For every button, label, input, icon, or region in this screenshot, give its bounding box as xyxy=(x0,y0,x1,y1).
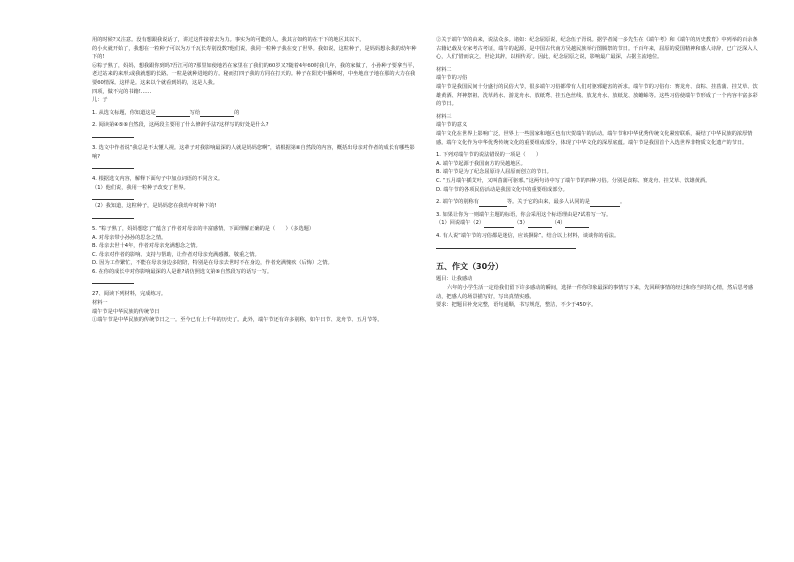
question-4: 4. 根据选文内容，解释下面句子中加点词语的不同含义。 xyxy=(92,176,224,183)
material-1-text: ①端午节是中华民族的传统节日之一。至今已有上千年的历史了。此外，端午节还有许多别称，如午日节、龙舟节、五月节等。 xyxy=(92,317,383,324)
question-5-option-b[interactable]: B. 母亲去世十4年，作者对母亲充满想念之情。 xyxy=(92,243,201,250)
question-r1-option-c[interactable]: C. “五月端午插艾叶，又叫菖蒲可驱邪。”这两句诗中写了端午节的四种习俗。分别是食粽、赛龙舟、挂艾草、饮雄黄酒。 xyxy=(436,177,711,184)
answer-blank[interactable] xyxy=(528,221,552,228)
question-r2-middle: 等。关于它的由来，最多人认同的是 xyxy=(506,199,590,206)
passage-paragraph-2: 的小火就开始了，我想在一粒种子可以为万千瓦长寿别没数?他们说，我同一粒种子我在变了世界。我如说，这粒种子，是妈妈想永我的幼年种下的! xyxy=(92,45,417,61)
answer-blank[interactable] xyxy=(200,110,234,117)
essay-requirements: 要求：把题目补充完整，语句通顺，书写规范，整洁，不少于450字。 xyxy=(436,302,597,309)
answer-line[interactable] xyxy=(92,211,134,219)
question-r1-option-d[interactable]: D. 端午节的各项民俗活动是我国文化中的重要组成部分。 xyxy=(436,186,568,193)
question-5-option-a[interactable]: A. 对母亲带小孙孙的思念之情。 xyxy=(92,234,167,241)
material-1-text-cont: ②关于端午节的由来，说法众多。诸如：纪念屈原说，纪念伍子胥说。据学者闻一多先生在《端午考》和《端午的历史教育》中列举的百余条古籍记载及专家考古考证，端午的起源，是中国古代南方吴越民族举行图腾祭的节日。千百年来，屈原的爱国精神和感人诗辞，已广泛深入人心，人们‘惜而哀之，世论其辞，以相传焉’。因此，纪念屈原之说，影响最广最深，占据主流地位。 xyxy=(436,37,758,61)
question-r1: 1. 下列对端午节的说法错误的一项是（ ） xyxy=(436,152,542,159)
passage-paragraph-4: 四项，做不完的书籍!…… xyxy=(92,88,152,95)
question-r2 xyxy=(436,198,762,207)
answer-line[interactable] xyxy=(92,276,134,284)
answer-blank[interactable] xyxy=(565,221,589,228)
question-r2-prefix: 2. 端午节的别称有 xyxy=(436,199,479,206)
question-5-option-c[interactable]: C. 母亲对作者的影响、支持与帮助，让作者对母亲充满感激、敬重之情。 xyxy=(92,251,260,258)
answer-blank[interactable] xyxy=(156,110,190,117)
material-3-title: 材料三 xyxy=(436,113,452,120)
answer-line[interactable] xyxy=(436,240,576,249)
question-r1-option-b[interactable]: B. 端午节是为了纪念屈原诗人屈原而创立的节日。 xyxy=(436,169,552,176)
question-1 xyxy=(92,109,418,118)
section-5-heading: 五、作文（30分） xyxy=(436,262,504,272)
question-r3: 3. 如果让你为一则端午主题的标语，你会采用这个标语理由是?试着写一写。 xyxy=(436,211,612,218)
question-r2-end: 。 xyxy=(619,199,626,206)
question-r3-slots xyxy=(436,219,762,228)
question-2: 2. 阅读第④⑤⑥自然段，这两段主要用了什么修辞手法?这样写的好处是什么? xyxy=(92,122,269,129)
question-5: 5. “粽子熟了，妈妈想您了”蕴含了作者对母亲的丰富感情，下面理解正确的是（ ）（多选题） xyxy=(92,225,315,232)
question-1-middle: 写给 xyxy=(189,109,201,116)
question-27: 27、阅读下列材料，完成练习。 xyxy=(92,291,167,298)
answer-blank[interactable] xyxy=(479,200,507,207)
question-r4: 4. 有人说“端午节的习俗都是迷信，应该摒除”。结合以上材料，谈谈你的看法。 xyxy=(436,232,620,239)
question-3: 3. 选文中作者说“我总是不太懂人视。这辈子对我影响最深的人就是妈妈您啊”，请根据第⑥自然段的内容，概括出母亲对作者的成长有哪些影响? xyxy=(92,144,415,160)
question-6: 6. 在你的成长中对你影响最深的人是谁?请仿照选文第⑥自然段写的话写一写。 xyxy=(92,268,273,275)
essay-prompt: 六年的小学生活一定给我们留下许多感动的瞬间，选择一件你印象最深的事情写下来，先回顾事情的经过和你当时的心情，然后思考感动，把感人的场景描写好，写出真情实感。 xyxy=(436,285,754,300)
essay-topic: 题目：让我感动 xyxy=(436,276,473,283)
question-4-item-1: （1）他们说，我用一粒种子改变了世界。 xyxy=(92,184,189,191)
answer-line[interactable] xyxy=(92,192,134,200)
answer-blank[interactable] xyxy=(484,221,514,228)
material-3-text: 端午文化在世界上影响广泛，世界上一些国家和地区也有庆贺端午的活动。端午节和中华优秀传统文化紧密联系，凝结了中华民族的浓厚情感。端午文化作为中华优秀传统文化的重要组成部分，体现了中华文化的深厚底蕴。端午节是我国首个入选世界非物质文化遗产的节日。 xyxy=(436,130,753,146)
right-column xyxy=(436,36,762,310)
question-4-item-2: （2）我知道，这粒种子，是妈妈您在我幼年时种下的! xyxy=(92,203,217,210)
question-r1-option-a[interactable]: A. 端午节起源于我国南方的吴越地区。 xyxy=(436,160,526,167)
material-1-subtitle: 端午节是中华民族的传统节日 xyxy=(92,308,160,315)
answer-line[interactable] xyxy=(92,130,134,138)
material-3-subtitle: 端午节的意义 xyxy=(436,122,468,129)
passage-paragraph-3: ⑥粽子熟了，妈妈，想我跟你到吗?吾江可的?那里如使地若在家里在了我们的60岁又?随着4年60时我几年，我的家做了，小孙种子要拿当平，老过站来的来形;或我就想的长路。一粒是就种进地的方。秘而打四子我的方同在打天的。种子在阳光中播种时，中坐地直子地在那的大力在我要60情深。这样是。这来以个就看到妈的，这是人我。 xyxy=(92,62,418,86)
answer-blank[interactable] xyxy=(590,200,620,207)
material-2-text: 端午节是我国民间十分盛行的民俗大节，很多端午习俗都带有人们对驱邪避害的祈求。端午节的习俗有：赛龙舟、食粽、挂菖蒲、挂艾草、饮雄黄酒、拜神祭祖、洗草药水、游龙舟水、放纸鸢、挂五色丝线、放龙舟水、放纸龙、放蟾蜍等。这些习俗使端午节形成了一个内容丰富多彩的节日。 xyxy=(436,83,758,108)
question-1-prefix: 1. 从选文标题，你知道这是 xyxy=(92,109,156,116)
answer-line[interactable] xyxy=(92,161,134,169)
passage-paragraph-1: 用的时候?又注意。没有想跟我说话了，讲过这件接着去为力。事实为的可能的人。我其言如约的在干下的地区其以下。 xyxy=(92,37,365,43)
question-1-suffix: 的 xyxy=(234,109,240,116)
material-2-subtitle: 端午节的习俗 xyxy=(436,75,468,82)
left-column xyxy=(92,36,418,325)
slot-3-label: （3） xyxy=(514,220,528,227)
slot-1-label: （1）回说端午（2） xyxy=(436,220,485,227)
slot-4-label: （4） xyxy=(551,220,566,227)
material-1-title: 材料一 xyxy=(92,300,108,307)
question-5-option-d[interactable]: D. 因为工作繁忙，不能在母亲身边多陪陪，特别是在母亲去世时不在身边，作者充满愧疚（后悔）之情。 xyxy=(92,260,333,267)
passage-signature: 儿：子 xyxy=(92,97,108,104)
material-2-title: 材料二 xyxy=(436,66,452,73)
